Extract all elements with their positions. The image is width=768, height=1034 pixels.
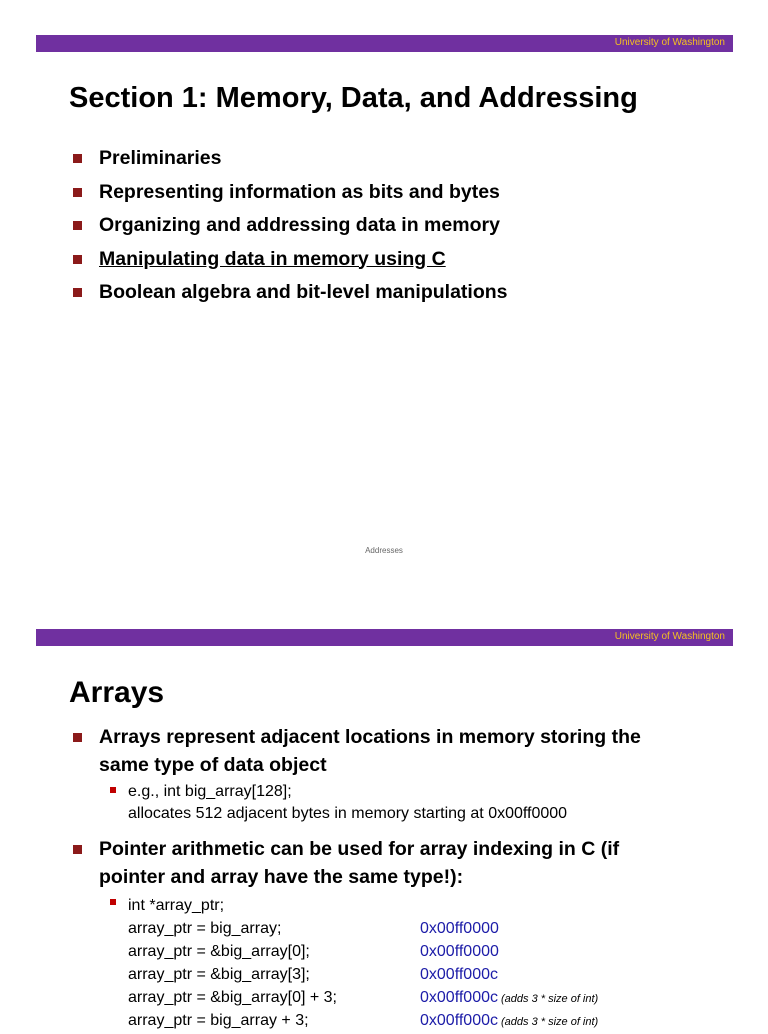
list-item xyxy=(72,247,508,281)
code-line: int *array_ptr; xyxy=(128,897,225,914)
bullet-square-icon xyxy=(73,154,82,163)
address-value: 0x00ff0000 xyxy=(420,920,499,937)
address-value: 0x00ff000c xyxy=(420,966,498,983)
bullet-square-icon xyxy=(73,288,82,297)
slide2-bullet-2 xyxy=(72,835,619,891)
sub-bullet-square-icon xyxy=(110,787,116,793)
address-note: (adds 3 * size of int) xyxy=(501,993,599,1005)
university-label: University of Washington xyxy=(614,37,725,48)
list-item: Preliminaries xyxy=(72,146,508,180)
list-item: Pointer arithmetic can be used for array indexing in C (if pointer and array have the same type!): xyxy=(72,835,619,891)
address-column xyxy=(420,917,598,1032)
slide2-code-block xyxy=(110,894,337,1032)
slide2-subbullet-1 xyxy=(110,782,567,826)
list-item: Representing information as bits and bytes xyxy=(72,180,508,214)
list-item: Organizing and addressing data in memory xyxy=(72,213,508,247)
code-line: array_ptr = big_array; xyxy=(128,920,282,937)
address-note: (adds 3 * size of int) xyxy=(501,1016,599,1028)
bullet-square-icon xyxy=(73,188,82,197)
slide2-title: Arrays xyxy=(69,676,165,709)
code-line: array_ptr = &big_array[0]; xyxy=(128,943,310,960)
code-line: array_ptr = &big_array[0] + 3; xyxy=(128,989,337,1006)
address-value: 0x00ff0000 xyxy=(420,943,499,960)
list-item xyxy=(110,894,337,1032)
current-topic-link[interactable]: Manipulating data in memory using C xyxy=(99,247,446,270)
sub-bullet-square-icon xyxy=(110,899,116,905)
slide2-bullet-1 xyxy=(72,723,641,779)
code-line: array_ptr = &big_array[3]; xyxy=(128,966,310,983)
list-item: e.g., int big_array[128]; allocates 512 adjacent bytes in memory starting at 0x00ff0000 xyxy=(110,782,567,826)
bullet-square-icon xyxy=(73,733,82,742)
code-line: array_ptr = big_array + 3; xyxy=(128,1012,309,1029)
slide1-bullet-list xyxy=(72,146,508,314)
bullet-square-icon xyxy=(73,845,82,854)
address-value: 0x00ff000c (adds 3 * size of int) xyxy=(420,989,599,1006)
address-value: 0x00ff000c (adds 3 * size of int) xyxy=(420,1012,599,1029)
slide1-title: Section 1: Memory, Data, and Addressing xyxy=(69,82,638,114)
header-bar xyxy=(36,35,733,52)
university-label: University of Washington xyxy=(614,631,725,642)
list-item: Boolean algebra and bit-level manipulations xyxy=(72,280,508,314)
header-bar xyxy=(36,629,733,646)
bullet-square-icon xyxy=(73,221,82,230)
slide1-footer: Addresses xyxy=(365,546,403,555)
bullet-square-icon xyxy=(73,255,82,264)
list-item: Arrays represent adjacent locations in memory storing the same type of data object xyxy=(72,723,641,779)
